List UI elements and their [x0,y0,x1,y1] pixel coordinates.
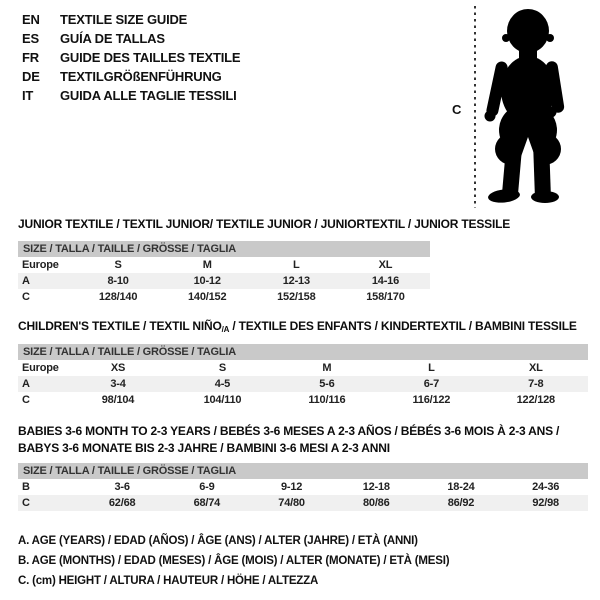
table-cell: XL [528,362,543,374]
table-cell: 6-9 [199,481,215,493]
table-cell: 122/128 [516,394,555,406]
table-cell: 158/170 [366,291,405,303]
guide-title-de: TEXTILGRÖßENFÜHRUNG [60,69,222,84]
language-row [22,86,240,105]
table-cell: XS [110,362,126,374]
row-label: C [22,497,30,509]
language-row [22,10,240,29]
table-row [18,273,430,289]
table-row [18,360,588,376]
language-row [22,67,240,86]
guide-title-en: TEXTILE SIZE GUIDE [60,12,188,27]
height-measure-label: C [452,102,462,117]
table-cell: 68/74 [193,497,221,509]
table-cell: 128/140 [98,291,138,303]
table-cell: 80/86 [362,497,390,509]
height-measure-dotted-line [474,6,476,208]
babies-title-line1: BABIES 3-6 MONTH TO 2-3 YEARS / BEBÉS 3-6 MESES A 2-3 AÑOS / BÉBÉS 3-6 MOIS À 2-3 ANS / [18,424,560,438]
size-header-bar: SIZE / TALLA / TAILLE / GRÖSSE / TAGLIA [18,463,588,479]
babies-section-title [18,423,559,457]
row-label: Europe [22,259,59,271]
table-cell: 140/152 [188,291,227,303]
table-row [18,392,588,408]
row-label: A [22,378,30,390]
table-cell: 74/80 [278,497,305,509]
table-cell: S [114,259,122,271]
guide-title-it: GUIDA ALLE TAGLIE TESSILI [60,88,237,103]
size-header-bar: SIZE / TALLA / TAILLE / GRÖSSE / TAGLIA [18,344,588,360]
language-title-list [22,10,240,105]
language-code: FR [22,50,39,65]
table-cell: XL [378,259,393,271]
table-cell: 7-8 [528,378,544,390]
language-row [22,29,240,48]
table-cell: M [202,259,212,271]
table-cell: 3-6 [114,481,130,493]
language-code: EN [22,12,40,27]
language-code: IT [22,88,34,103]
table-row [18,376,588,392]
junior-size-table [18,241,430,305]
size-header-bar: SIZE / TALLA / TAILLE / GRÖSSE / TAGLIA [18,241,430,257]
children-section-title [18,318,577,338]
table-row [18,495,588,511]
table-cell: 110/116 [308,394,346,406]
guide-title-fr: GUIDE DES TAILLES TEXTILE [60,50,241,65]
row-label: C [22,291,30,303]
table-cell: 14-16 [371,275,399,287]
table-cell: 92/98 [532,497,559,509]
table-cell: 24-36 [532,481,560,493]
babies-title-line2: BABYS 3-6 MONATE BIS 2-3 JAHRE / BAMBINI 3-6 MESI A 2-3 ANNI [18,441,390,455]
toddler-silhouette-image [481,5,571,207]
babies-size-table [18,463,588,511]
table-cell: 12-18 [362,481,390,493]
table-cell: 18-24 [447,481,475,493]
table-cell: L [428,362,435,374]
table-cell: 8-10 [107,275,129,287]
junior-section-title: JUNIOR TEXTILE / TEXTIL JUNIOR/ TEXTILE JUNIOR / JUNIORTEXTIL / JUNIOR TESSILE [18,217,511,231]
table-cell: 98/104 [101,394,135,406]
row-label: A [22,275,30,287]
children-title-pre: CHILDREN'S TEXTILE / TEXTIL NIÑO [18,319,222,333]
row-label: Europe [22,362,59,374]
footnote-height-cm: C. (cm) HEIGHT / ALTURA / HAUTEUR / HÖHE / ALTEZZA [18,575,319,587]
table-cell: S [218,362,227,374]
table-cell: 4-5 [214,378,231,390]
children-size-table [18,344,588,408]
table-cell: 12-13 [282,275,310,287]
table-cell: 86/92 [447,497,475,509]
children-title-subscript: /A [221,325,230,334]
table-cell: 3-4 [110,378,126,390]
footnote-age-months: B. AGE (MONTHS) / EDAD (MESES) / ÂGE (MOIS) / ALTER (MONATE) / ETÀ (MESI) [18,555,450,567]
table-row [18,479,588,495]
table-cell: 10-12 [193,275,221,287]
language-code: DE [22,69,40,84]
table-cell: L [293,259,300,271]
row-label: B [22,481,30,493]
table-row [18,289,430,305]
row-label: C [22,394,30,406]
table-cell: 6-7 [423,378,439,390]
table-cell: 152/158 [277,291,316,303]
table-cell: 62/68 [108,497,136,509]
table-cell: 5-6 [319,378,335,390]
table-cell: 116/122 [412,394,451,406]
table-cell: M [322,362,332,374]
footnotes [18,531,449,591]
footnote-age-years: A. AGE (YEARS) / EDAD (AÑOS) / ÂGE (ANS) / ALTER (JAHRE) / ETÀ (ANNI) [18,535,418,547]
language-code: ES [22,31,39,46]
children-title-post: / TEXTILE DES ENFANTS / KINDERTEXTIL / BAMBINI TESSILE [229,319,577,333]
table-cell: 9-12 [280,481,303,493]
language-row [22,48,240,67]
table-cell: 104/110 [203,394,242,406]
table-row [18,257,430,273]
guide-title-es: GUÍA DE TALLAS [60,31,165,46]
